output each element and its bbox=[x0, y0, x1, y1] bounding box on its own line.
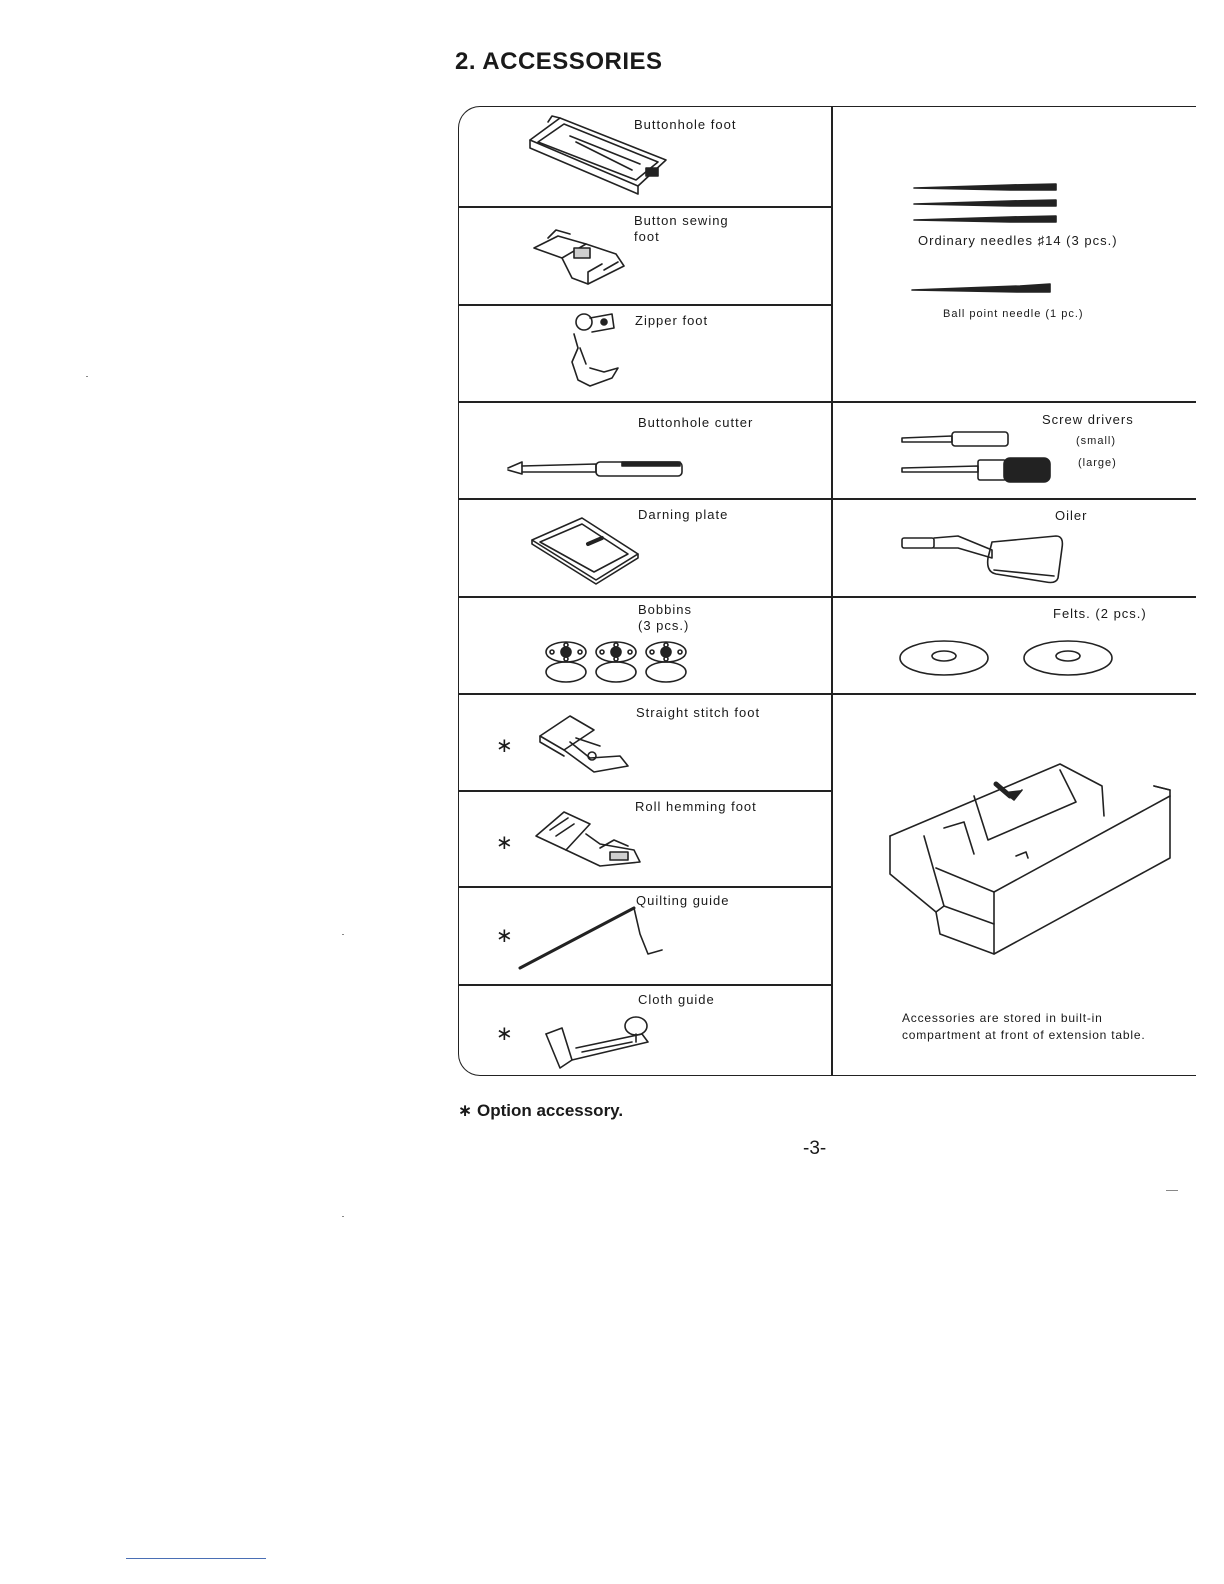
label-ball-point-needle: Ball point needle (1 pc.) bbox=[943, 308, 1084, 320]
label-cloth-guide: Cloth guide bbox=[638, 992, 715, 1007]
label-felts: Felts. (2 pcs.) bbox=[1053, 606, 1147, 621]
label-button-sewing-foot: Button sewing foot bbox=[634, 213, 729, 244]
option-star: ∗ bbox=[496, 925, 513, 947]
row-divider bbox=[458, 596, 1196, 598]
row-divider bbox=[458, 401, 1196, 403]
scan-speck bbox=[1166, 1190, 1178, 1191]
row-divider bbox=[458, 693, 1196, 695]
label-buttonhole-cutter: Buttonhole cutter bbox=[638, 415, 754, 430]
label-buttonhole-foot: Buttonhole foot bbox=[634, 117, 737, 132]
buttonhole-cutter-illustration bbox=[504, 452, 688, 482]
extension-table-compartment-illustration bbox=[884, 756, 1174, 962]
label-bobbins: Bobbins (3 pcs.) bbox=[638, 602, 692, 633]
scan-speck bbox=[86, 376, 88, 377]
column-divider bbox=[831, 106, 833, 1076]
cloth-guide-illustration bbox=[536, 1012, 656, 1074]
straight-stitch-foot-illustration bbox=[530, 710, 634, 782]
option-star: ∗ bbox=[496, 735, 513, 757]
label-darning-plate: Darning plate bbox=[638, 507, 729, 522]
row-divider bbox=[458, 498, 1196, 500]
label-zipper-foot: Zipper foot bbox=[635, 313, 709, 328]
option-star: ∗ bbox=[496, 832, 513, 854]
darning-plate-illustration bbox=[526, 514, 642, 586]
row-divider bbox=[458, 790, 832, 792]
bottom-rule bbox=[126, 1558, 266, 1559]
button-sewing-foot-illustration bbox=[528, 226, 632, 290]
label-straight-stitch-foot: Straight stitch foot bbox=[636, 705, 761, 720]
roll-hemming-foot-illustration bbox=[530, 804, 646, 876]
page-number: -3- bbox=[803, 1138, 827, 1159]
option-star: ∗ bbox=[496, 1023, 513, 1045]
row-divider bbox=[458, 984, 832, 986]
buttonhole-foot-illustration bbox=[520, 112, 670, 196]
label-roll-hemming-foot: Roll hemming foot bbox=[635, 799, 757, 814]
label-quilting-guide: Quilting guide bbox=[636, 893, 730, 908]
quilting-guide-illustration bbox=[516, 900, 666, 972]
row-divider bbox=[458, 206, 832, 208]
row-divider bbox=[458, 886, 832, 888]
needles-illustration bbox=[910, 180, 1062, 300]
screwdrivers-illustration bbox=[898, 424, 1058, 488]
oiler-illustration bbox=[898, 528, 1068, 586]
scan-speck bbox=[342, 1216, 344, 1217]
label-screwdriver-large: (large) bbox=[1078, 457, 1117, 469]
bobbins-illustration bbox=[542, 638, 692, 686]
scan-speck bbox=[342, 934, 344, 935]
label-screw-drivers: Screw drivers bbox=[1042, 412, 1134, 427]
page-title: 2. ACCESSORIES bbox=[455, 48, 663, 75]
felts-illustration bbox=[898, 638, 1122, 684]
label-oiler: Oiler bbox=[1055, 508, 1088, 523]
row-divider bbox=[458, 304, 832, 306]
label-screwdriver-small: (small) bbox=[1076, 435, 1116, 447]
option-footnote: ∗ Option accessory. bbox=[458, 1101, 624, 1120]
zipper-foot-illustration bbox=[560, 308, 630, 398]
label-ordinary-needles: Ordinary needles ♯14 (3 pcs.) bbox=[918, 233, 1118, 248]
storage-note: Accessories are stored in built-in compartment at front of extension table. bbox=[902, 1011, 1146, 1042]
